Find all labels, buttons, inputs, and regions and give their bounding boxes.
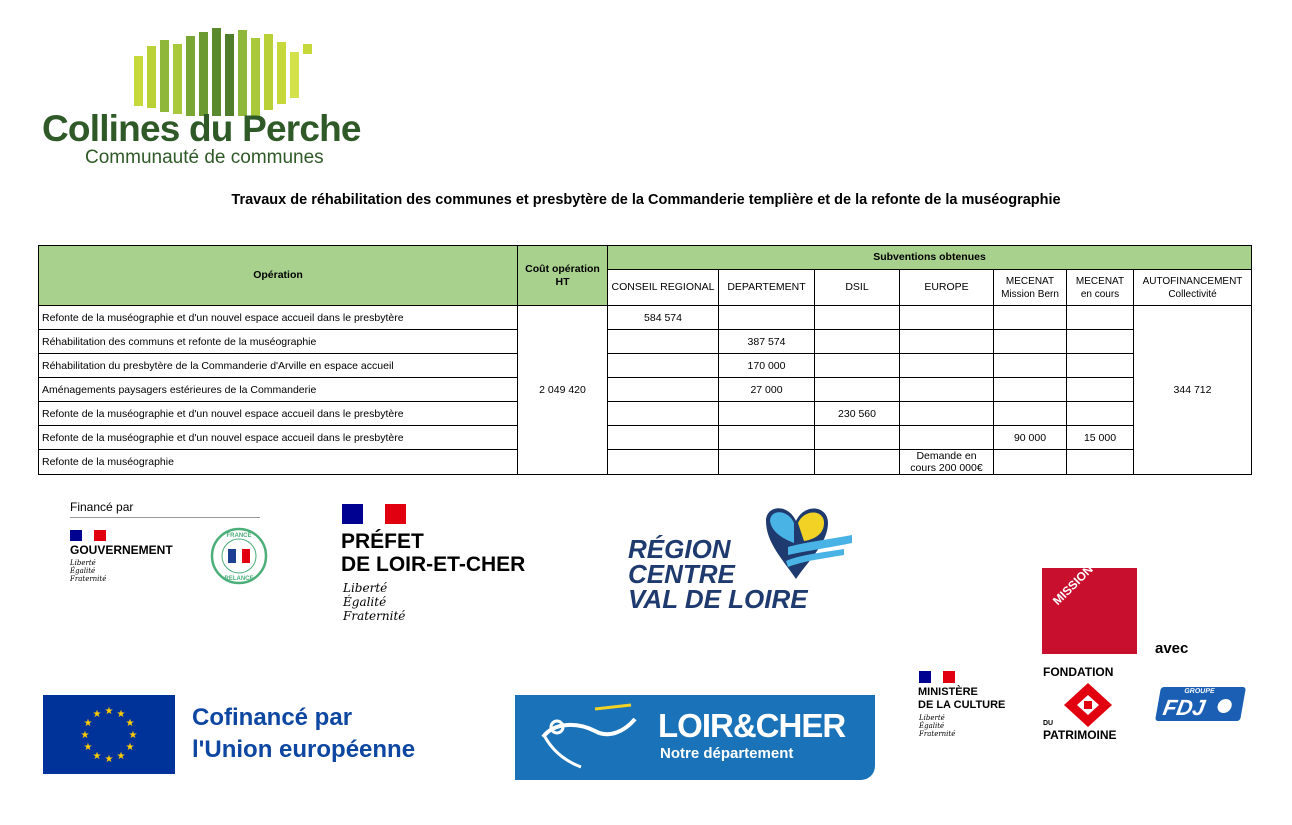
row-operation: Réhabilitation des communs et refonte de la muséographie xyxy=(39,330,518,354)
svg-text:★: ★ xyxy=(92,751,102,762)
row-europe: Demande en cours 200 000€ xyxy=(900,450,994,475)
svg-text:★: ★ xyxy=(83,718,93,729)
total-cost: 2 049 420 xyxy=(518,306,608,475)
region-logo-text: RÉGION CENTRE VAL DE LOIRE xyxy=(628,534,808,614)
header-conseil-regional: CONSEIL REGIONAL xyxy=(608,270,719,306)
svg-text:RELANCE: RELANCE xyxy=(224,576,254,582)
row-bern xyxy=(994,306,1067,330)
svg-text:★: ★ xyxy=(125,742,135,753)
marianne-flag-icon xyxy=(70,528,106,539)
row-encours xyxy=(1067,450,1134,475)
svg-text:★: ★ xyxy=(80,730,90,741)
row-dept xyxy=(719,426,815,450)
svg-text:★: ★ xyxy=(125,718,135,729)
header-mecenat-encours: MECENAT en cours xyxy=(1067,270,1134,306)
row-europe xyxy=(900,378,994,402)
row-dsil xyxy=(815,354,900,378)
row-europe xyxy=(900,402,994,426)
row-bern xyxy=(994,450,1067,475)
ministere-line1: MINISTÈRE xyxy=(918,686,978,698)
document-title: Travaux de réhabilitation des communes et presbytère de la Commanderie templière et de la refonte de la muséographie xyxy=(231,192,1061,208)
row-region: 584 574 xyxy=(608,306,719,330)
table-row xyxy=(39,450,1252,475)
row-operation: Réhabilitation du presbytère de la Commanderie d'Arville en espace accueil xyxy=(39,354,518,378)
table-row xyxy=(39,330,1252,354)
row-encours xyxy=(1067,354,1134,378)
finance-par-label: Financé par xyxy=(70,500,134,514)
fondation-top: FONDATION xyxy=(1043,665,1114,679)
salamander-icon xyxy=(535,701,655,775)
row-region xyxy=(608,330,719,354)
row-dept: 387 574 xyxy=(719,330,815,354)
row-encours xyxy=(1067,402,1134,426)
svg-text:★: ★ xyxy=(116,709,126,720)
fondation-du: DU xyxy=(1043,720,1054,727)
fdj-clover-icon xyxy=(1216,699,1232,713)
logo-title: Collines du Perche xyxy=(42,108,361,149)
gouvernement-label: GOUVERNEMENT xyxy=(70,543,173,557)
eu-line1: Cofinancé par xyxy=(192,704,353,731)
funding-table xyxy=(38,245,1252,475)
row-encours xyxy=(1067,330,1134,354)
svg-text:★: ★ xyxy=(116,751,126,762)
header-mecenat-bern: MECENAT Mission Bern xyxy=(994,270,1067,306)
table-row xyxy=(39,306,1252,330)
row-dept xyxy=(719,402,815,426)
row-region xyxy=(608,450,719,475)
row-europe xyxy=(900,426,994,450)
row-region xyxy=(608,378,719,402)
region-heart-icon xyxy=(758,503,858,591)
header-departement: DEPARTEMENT xyxy=(719,270,815,306)
france-relance-seal-icon xyxy=(206,526,272,586)
loir-cher-logo: LOIR&CHER Notre département xyxy=(515,695,875,780)
fondation-diamond-icon xyxy=(1062,681,1114,729)
table-row xyxy=(39,378,1252,402)
mission-bern-logo: MISSION STÉPHANE BERN xyxy=(1042,568,1137,654)
row-bern xyxy=(994,402,1067,426)
header-cost: Coût opération HT xyxy=(518,246,608,306)
finance-par-divider xyxy=(70,517,260,518)
row-bern xyxy=(994,330,1067,354)
row-operation: Refonte de la muséographie et d'un nouvel espace accueil dans le presbytère xyxy=(39,402,518,426)
row-region xyxy=(608,402,719,426)
svg-text:★: ★ xyxy=(83,742,93,753)
row-dsil xyxy=(815,306,900,330)
prefet-line1: PRÉFET xyxy=(341,530,424,553)
header-subsidies: Subventions obtenues xyxy=(608,246,1252,270)
row-region xyxy=(608,354,719,378)
prefet-motto: Liberté Égalité Fraternité xyxy=(343,581,406,623)
row-dept xyxy=(719,306,815,330)
logo-subtitle: Communauté de communes xyxy=(85,147,324,168)
row-dept xyxy=(719,450,815,475)
ministere-line2: DE LA CULTURE xyxy=(918,699,1006,711)
fondation-bottom: PATRIMOINE xyxy=(1043,728,1117,742)
row-dsil xyxy=(815,426,900,450)
row-encours xyxy=(1067,378,1134,402)
collines-logo-bars xyxy=(134,26,319,118)
row-dept: 27 000 xyxy=(719,378,815,402)
row-dsil xyxy=(815,330,900,354)
table-row xyxy=(39,354,1252,378)
header-dsil: DSIL xyxy=(815,270,900,306)
row-bern: 90 000 xyxy=(994,426,1067,450)
row-operation: Aménagements paysagers estérieures de la Commanderie xyxy=(39,378,518,402)
row-operation: Refonte de la muséographie xyxy=(39,450,518,475)
svg-text:★: ★ xyxy=(104,706,114,717)
gouvernement-motto: Liberté Égalité Fraternité xyxy=(70,559,107,583)
svg-text:FRANCE: FRANCE xyxy=(226,533,252,539)
row-dept: 170 000 xyxy=(719,354,815,378)
row-region xyxy=(608,426,719,450)
autofinancement-total: 344 712 xyxy=(1134,306,1252,475)
fdj-logo: GROUPE FDJ xyxy=(1155,687,1246,721)
svg-text:★: ★ xyxy=(104,754,114,765)
row-europe xyxy=(900,330,994,354)
ministere-marianne-flag-icon xyxy=(919,670,955,682)
svg-text:★: ★ xyxy=(128,730,138,741)
row-encours: 15 000 xyxy=(1067,426,1134,450)
prefet-marianne-flag-icon xyxy=(342,504,406,524)
table-row xyxy=(39,426,1252,450)
row-bern xyxy=(994,354,1067,378)
row-encours xyxy=(1067,306,1134,330)
row-operation: Refonte de la muséographie et d'un nouvel espace accueil dans le presbytère xyxy=(39,306,518,330)
row-europe xyxy=(900,306,994,330)
avec-label: avec xyxy=(1155,640,1189,657)
row-dsil xyxy=(815,450,900,475)
eu-line2: l'Union européenne xyxy=(192,736,416,763)
prefet-line2: DE LOIR-ET-CHER xyxy=(341,553,526,576)
eu-flag-icon xyxy=(43,695,175,774)
header-autofinancement: AUTOFINANCEMENT Collectivité xyxy=(1134,270,1252,306)
header-europe: EUROPE xyxy=(900,270,994,306)
row-europe xyxy=(900,354,994,378)
ministere-motto: Liberté Égalité Fraternité xyxy=(919,714,956,738)
svg-text:★: ★ xyxy=(92,709,102,720)
header-operation: Opération xyxy=(39,246,518,306)
row-bern xyxy=(994,378,1067,402)
row-dsil: 230 560 xyxy=(815,402,900,426)
table-row xyxy=(39,402,1252,426)
row-operation: Refonte de la muséographie et d'un nouvel espace accueil dans le presbytère xyxy=(39,426,518,450)
row-dsil xyxy=(815,378,900,402)
